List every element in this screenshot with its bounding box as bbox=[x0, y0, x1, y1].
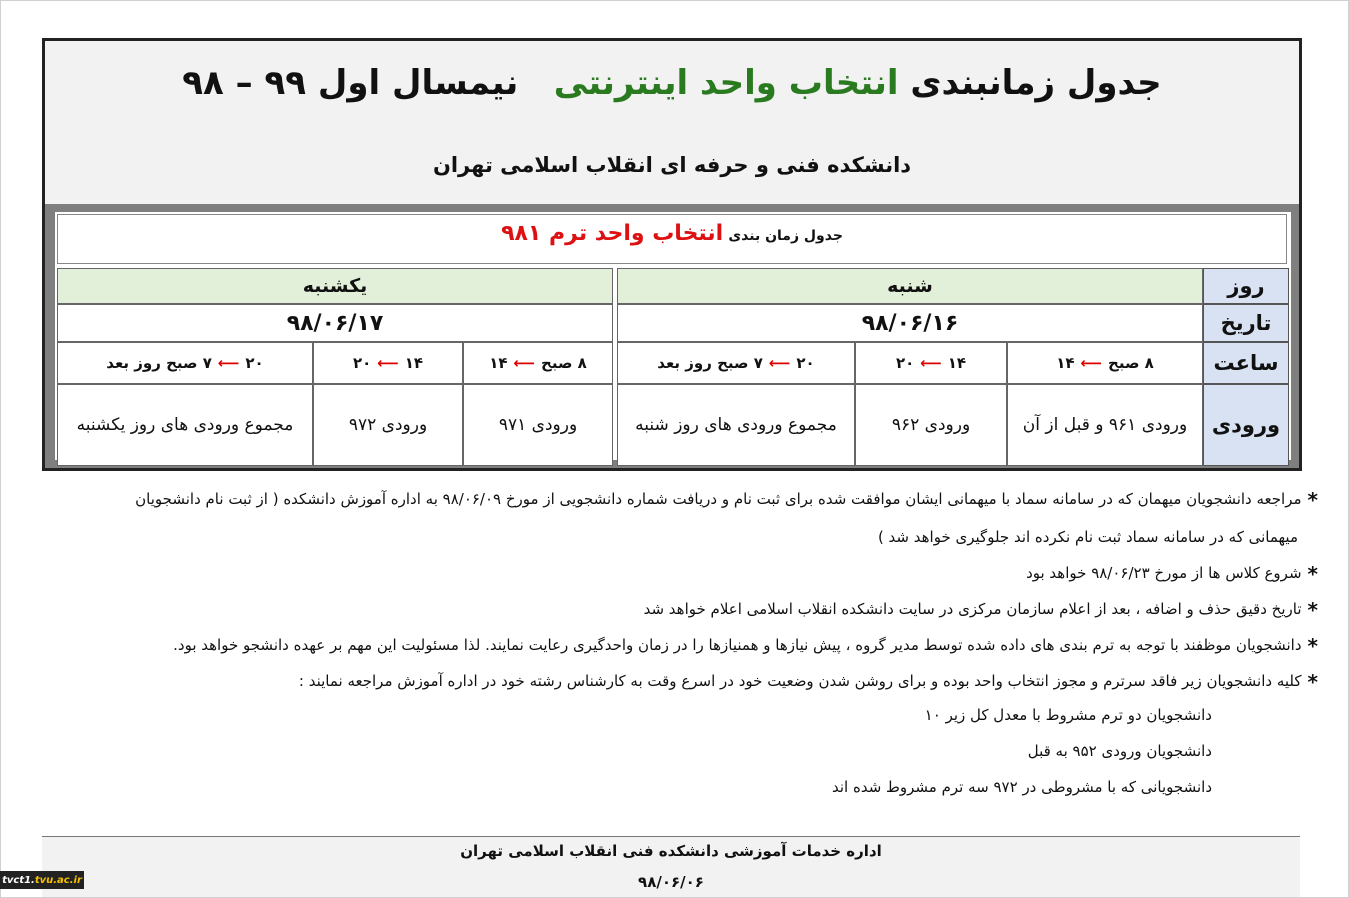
slot-from: ۲۰ bbox=[245, 354, 264, 372]
note-item bbox=[878, 528, 1298, 546]
watermark-part1: tvct1. bbox=[2, 874, 35, 886]
note-item bbox=[173, 634, 1318, 658]
entry-cell: ورودی ۹۶۲ bbox=[855, 384, 1007, 466]
slot-to: ۲۰ bbox=[895, 354, 915, 372]
note-text: میهمانی که در سامانه سماد ثبت نام نکرده اند جلوگیری خواهد شد ) bbox=[877, 528, 1298, 546]
schedule-table-frame bbox=[42, 204, 1302, 471]
note-text: تاریخ دقیق حذف و اضافه ، بعد از اعلام سازمان مرکزی در سایت دانشکده انقلاب اسلامی اعلام خواهد شد bbox=[643, 600, 1302, 618]
footer bbox=[42, 837, 1300, 897]
label-time: ساعت bbox=[1203, 342, 1289, 384]
note-subitem bbox=[925, 706, 1212, 724]
date-saturday: ۹۸/۰۶/۱۶ bbox=[617, 304, 1203, 342]
time-slot bbox=[463, 342, 613, 384]
time-slot bbox=[313, 342, 463, 384]
page-title bbox=[45, 63, 1299, 103]
schedule-grid bbox=[55, 268, 1291, 464]
left-arrow-icon: ⟵ bbox=[768, 354, 791, 372]
note-text: دانشجویان موظفند با توجه به ترم بندی های داده شده توسط مدیر گروه ، پیش نیازها و همنیازها را در زمان واحدگیری رعایت نمایند. لذا مسئولیت این مهم بر عهده دانشجو خواهد بود. bbox=[173, 636, 1302, 654]
entry-cell: ورودی ۹۶۱ و قبل از آن bbox=[1007, 384, 1203, 466]
left-arrow-icon: ⟵ bbox=[377, 354, 399, 372]
day-saturday: شنبه bbox=[617, 268, 1203, 304]
note-text: شروع کلاس ها از مورخ ۹۸/۰۶/۲۳ خواهد بود bbox=[1026, 564, 1302, 582]
caption-big: انتخاب واحد ترم ۹۸۱ bbox=[501, 221, 724, 246]
label-day: روز bbox=[1203, 268, 1289, 304]
slot-to: ۷ صبح روز بعد bbox=[106, 354, 212, 372]
note-item bbox=[644, 598, 1318, 622]
slot-to: ۱۴ bbox=[489, 354, 508, 372]
watermark-part2: tvu.ac.ir bbox=[34, 874, 82, 886]
left-arrow-icon: ⟵ bbox=[513, 354, 536, 372]
note-item bbox=[135, 488, 1318, 512]
time-slot bbox=[617, 342, 855, 384]
slot-from: ۲۰ bbox=[796, 354, 815, 372]
note-text: مراجعه دانشجویان میهمان که در سامانه سماد با میهمانی ایشان موافقت شده برای ثبت نام و دریافت شماره دانشجویی از مورخ ۹۸/۰۶/۰۹ به اداره آموزش دانشکده ( از ثبت نام دانشجویان bbox=[135, 490, 1302, 508]
page-subtitle: دانشکده فنی و حرفه ای انقلاب اسلامی تهران bbox=[432, 153, 912, 177]
time-slot bbox=[1007, 342, 1203, 384]
footer-date: ۹۸/۰۶/۰۶ bbox=[638, 873, 704, 891]
note-item bbox=[299, 670, 1318, 694]
asterisk-icon: * bbox=[1307, 670, 1318, 694]
time-slot bbox=[57, 342, 313, 384]
caption-small: جدول زمان بندی bbox=[728, 228, 843, 244]
note-text: کلیه دانشجویان زیر فاقد سرترم و مجوز انتخاب واحد بوده و برای روشن شدن وضعیت خود در اسرع وقت به کارشناس رشته خود در اداره آموزش مراجعه نمایند : bbox=[298, 672, 1302, 690]
title-green: انتخاب واحد اینترنتی bbox=[553, 63, 899, 103]
left-arrow-icon: ⟵ bbox=[920, 354, 942, 372]
slot-to: ۲۰ bbox=[352, 354, 372, 372]
note-subitem bbox=[832, 778, 1212, 796]
schedule-table bbox=[55, 212, 1291, 460]
time-slot bbox=[855, 342, 1007, 384]
site-watermark-logo bbox=[0, 871, 84, 889]
left-arrow-icon: ⟵ bbox=[217, 354, 240, 372]
entry-cell: مجموع ورودی های روز یکشنبه bbox=[57, 384, 313, 466]
left-arrow-icon: ⟵ bbox=[1080, 354, 1103, 372]
asterisk-icon: * bbox=[1307, 634, 1318, 658]
note-text: دانشجویانی که با مشروطی در ۹۷۲ سه ترم مشروط شده اند bbox=[831, 778, 1212, 796]
note-subitem bbox=[1028, 742, 1212, 760]
slot-to: ۱۴ bbox=[1056, 354, 1075, 372]
label-entry: ورودی bbox=[1203, 384, 1289, 466]
asterisk-icon: * bbox=[1307, 598, 1318, 622]
slot-from: ۱۴ bbox=[404, 354, 424, 372]
day-sunday: یکشنبه bbox=[57, 268, 613, 304]
header-box bbox=[42, 38, 1302, 210]
entry-cell: ورودی ۹۷۱ bbox=[463, 384, 613, 466]
asterisk-icon: * bbox=[1307, 488, 1318, 512]
entry-cell: ورودی ۹۷۲ bbox=[313, 384, 463, 466]
date-sunday: ۹۸/۰۶/۱۷ bbox=[57, 304, 613, 342]
slot-from: ۸ صبح bbox=[1108, 354, 1154, 372]
slot-to: ۷ صبح روز بعد bbox=[657, 354, 763, 372]
title-part2: نیمسال اول ۹۹ – ۹۸ bbox=[182, 63, 519, 103]
footer-office: اداره خدمات آموزشی دانشکده فنی انقلاب اسلامی تهران bbox=[460, 842, 882, 860]
slot-from: ۱۴ bbox=[947, 354, 967, 372]
entry-cell: مجموع ورودی های روز شنبه bbox=[617, 384, 855, 466]
slot-from: ۸ صبح bbox=[541, 354, 587, 372]
note-text: دانشجویان ورودی ۹۵۲ به قبل bbox=[1027, 742, 1212, 760]
note-item bbox=[1026, 562, 1318, 586]
note-text: دانشجویان دو ترم مشروط با معدل کل زیر ۱۰ bbox=[924, 706, 1212, 724]
asterisk-icon: * bbox=[1307, 562, 1318, 586]
label-date: تاریخ bbox=[1203, 304, 1289, 342]
title-part1: جدول زمانبندی bbox=[910, 63, 1162, 103]
schedule-caption bbox=[57, 214, 1287, 264]
